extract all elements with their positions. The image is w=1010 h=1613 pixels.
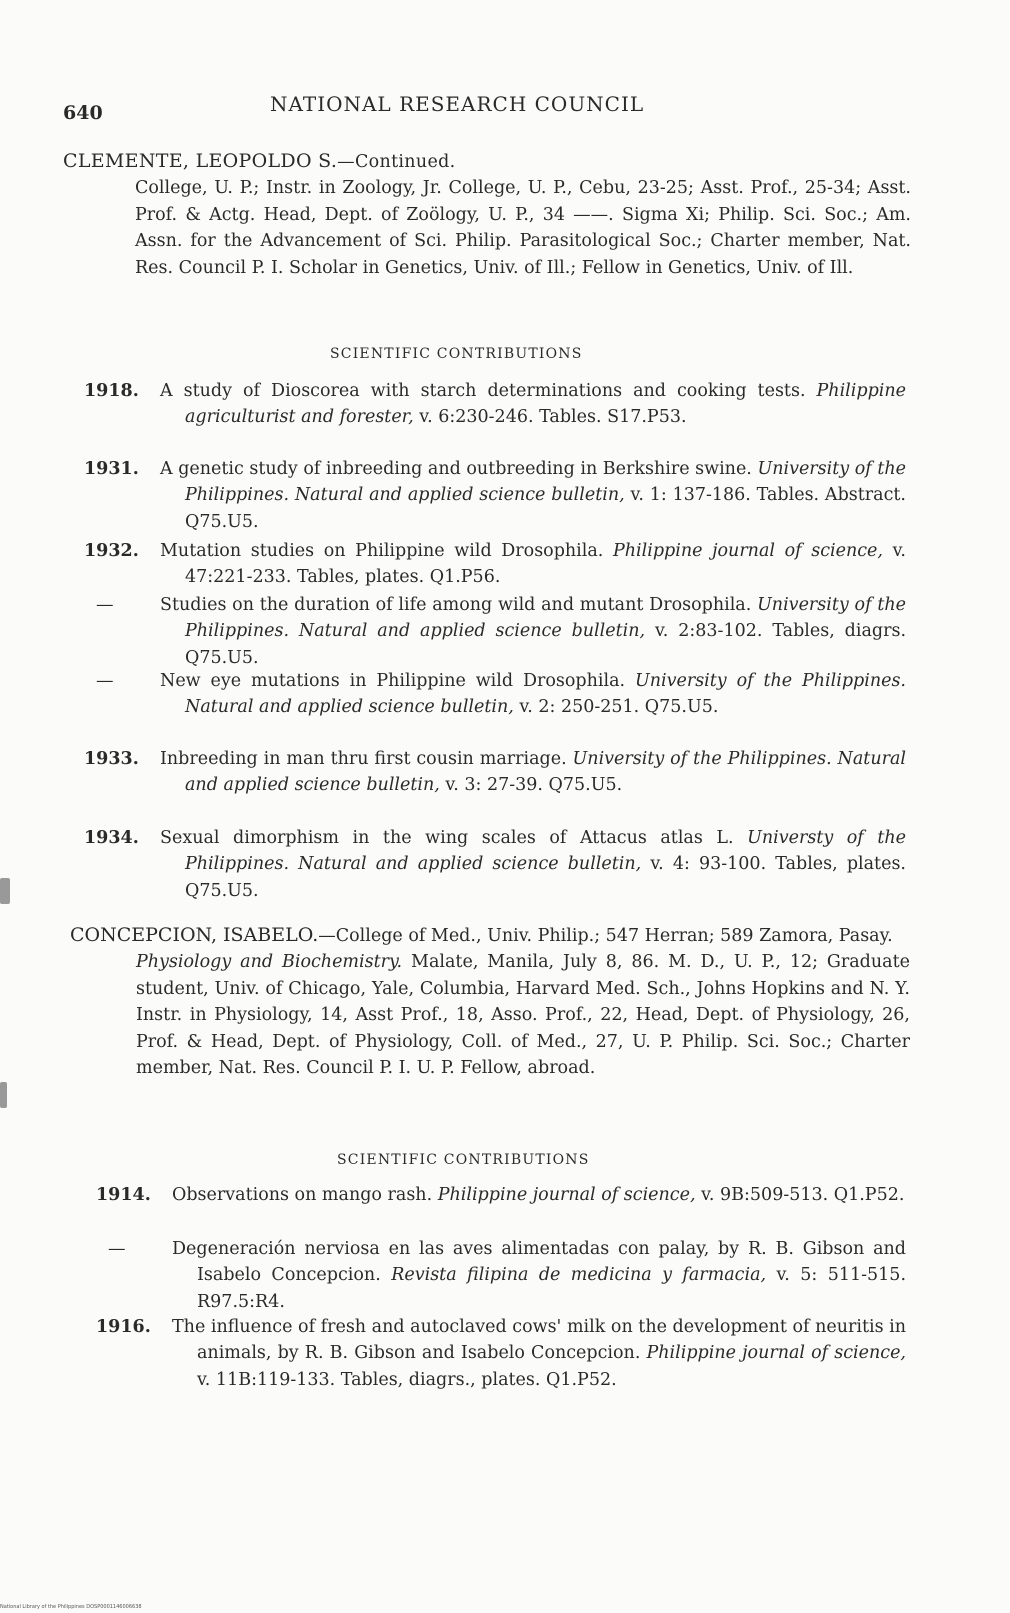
contribution-title: The influence of fresh and autoclaved cows' milk on the development of neuritis in animals, by R. B. Gibson and Isabelo Concepcion. [172, 1317, 906, 1364]
contribution-year: 1918. [84, 381, 139, 401]
contribution-journal: University of the Philippines. Natural and applied science bulletin, [185, 459, 906, 506]
contribution-citation: v. 2:83-102. Tables, diagrs. Q75.U5. [185, 621, 907, 668]
contribution-year: 1914. [96, 1185, 151, 1205]
running-title: NATIONAL RESEARCH COUNCIL [270, 92, 645, 116]
contribution-item [96, 1314, 906, 1393]
entry-name: CONCEPCION, ISABELO. [70, 924, 319, 946]
contribution-citation: v. 3: 27-39. Q75.U5. [445, 775, 623, 796]
contribution-year: 1932. [84, 541, 139, 561]
biography-entry [63, 148, 911, 281]
entry-bio: College, U. P.; Instr. in Zoology, Jr. College, U. P., Cebu, 23-25; Asst. Prof., 25-34; Asst. Prof. & Actg. Head, Dept. of Zoölogy, U. P., 34 ——. Sigma Xi; Philip. Sci. Soc.; Am. Assn. for the Advancement of Sci. Philip. Parasitological Soc.; Charter member, Nat. Res. Council P. I. Scholar in Genetics, Univ. of Ill.; Fellow in Genetics, Univ. of Ill. [135, 178, 911, 278]
contribution-item [96, 1182, 906, 1208]
page-number: 640 [63, 102, 103, 124]
contribution-journal: Universty of the Philippines. Natural and applied science bulletin, [185, 828, 906, 875]
section-title: SCIENTIFIC CONTRIBUTIONS [330, 346, 583, 362]
contribution-year: 1933. [84, 749, 139, 769]
contribution-item [84, 746, 906, 799]
entry-bio-lead: —College of Med., Univ. Philip.; 547 Herran; 589 Zamora, Pasay. [318, 926, 893, 946]
contribution-year: — [108, 1239, 126, 1259]
contribution-citation: v. 6:230-246. Tables. S17.P53. [419, 407, 687, 428]
entry-name: CLEMENTE, LEOPOLDO S. [63, 150, 338, 172]
contribution-item [84, 668, 906, 721]
contribution-journal: Revista filipina de medicina y farmacia, [391, 1265, 767, 1286]
contribution-title: Inbreeding in man thru first cousin marriage. [160, 749, 567, 769]
contribution-citation: v. 47:221-233. Tables, plates. Q1.P56. [185, 541, 906, 588]
contribution-item [84, 456, 906, 535]
contribution-year: 1916. [96, 1317, 151, 1337]
contribution-journal: Philippine journal of science, [437, 1185, 696, 1205]
contribution-journal: Philippine agriculturist and forester, [185, 381, 906, 428]
contribution-title: A genetic study of inbreeding and outbreeding in Berkshire swine. [160, 459, 752, 479]
contribution-title: Mutation studies on Philippine wild Drosophila. [160, 541, 604, 561]
contribution-journal: University of the Philippines. Natural and applied science bulletin, [185, 595, 906, 642]
contribution-journal: Philippine journal of science, [646, 1343, 906, 1364]
contribution-title: Sexual dimorphism in the wing scales of Attacus atlas L. [160, 828, 734, 848]
scan-footer: National Library of the Philippines DOSP0001146006638 [0, 1604, 142, 1610]
contribution-journal: Philippine journal of science, [613, 541, 883, 561]
contribution-title: Studies on the duration of life among wild and mutant Drosophila. [160, 595, 752, 615]
contribution-year: 1931. [84, 459, 139, 479]
contribution-item [84, 825, 906, 904]
contribution-item [84, 378, 906, 431]
entry-field: Physiology and Biochemistry. [136, 952, 403, 973]
contribution-citation: v. 4: 93-100. Tables, plates. Q75.U5. [185, 854, 906, 901]
entry-bio: Malate, Manila, July 8, 86. M. D., U. P., 12; Graduate student, Univ. of Chicago, Yale, Columbia, Harvard Med. Sch., Johns Hopkins and N. Y. Instr. in Physiology, 14, Asst Prof., 18, Asso. Prof., 22, Head, Dept. of Physiology, 26, Prof. & Head, Dept. of Physiology, Coll. of Med., 27, U. P. Philip. Sci. Soc.; Charter member, Nat. Res. Council P. I. U. P. Fellow, abroad. [136, 952, 910, 1079]
contribution-year: — [96, 595, 114, 615]
contribution-title: Degeneración nerviosa en las aves alimentadas con palay, by R. B. Gibson and Isabelo Concepcion. [172, 1239, 906, 1286]
section-title: SCIENTIFIC CONTRIBUTIONS [337, 1152, 590, 1168]
contribution-citation: v. 9B:509-513. Q1.P52. [701, 1185, 905, 1205]
scan-smudge [0, 1082, 7, 1108]
contribution-journal: University of the Philippines. Natural and applied science bulletin, [185, 671, 906, 718]
continued-label: —Continued. [337, 152, 456, 172]
contribution-item [96, 1236, 906, 1315]
scan-smudge [0, 878, 10, 904]
contribution-title: A study of Dioscorea with starch determinations and cooking tests. [160, 381, 806, 401]
contribution-citation: v. 5: 511-515. R97.5:R4. [197, 1265, 907, 1312]
contribution-item [84, 538, 906, 591]
contribution-year: — [96, 671, 114, 691]
contribution-item [84, 592, 906, 671]
contribution-journal: University of the Philippines. Natural and applied science bulletin, [185, 749, 906, 796]
contribution-title: New eye mutations in Philippine wild Drosophila. [160, 671, 626, 691]
contribution-title: Observations on mango rash. [172, 1185, 433, 1205]
contribution-citation: v. 11B:119-133. Tables, diagrs., plates. Q1.P52. [197, 1369, 617, 1390]
contribution-year: 1934. [84, 828, 139, 848]
biography-entry [70, 922, 910, 1081]
contribution-citation: v. 1: 137-186. Tables. Abstract. Q75.U5. [185, 485, 906, 532]
contribution-citation: v. 2: 250-251. Q75.U5. [519, 697, 719, 718]
